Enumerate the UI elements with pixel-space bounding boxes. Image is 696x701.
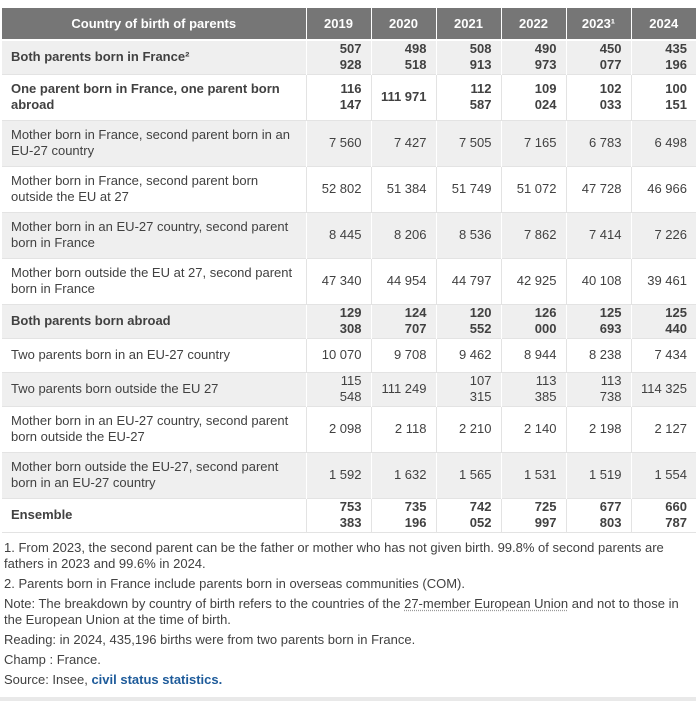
table-row <box>2 372 696 406</box>
row-label: Mother born in France, second parent born outside the EU at 27 <box>2 166 306 212</box>
eu27-definition-link[interactable]: 27-member European Union <box>404 595 569 611</box>
row-value: 51 749 <box>436 166 501 212</box>
row-value: 1 531 <box>501 452 566 498</box>
row-value: 1 565 <box>436 452 501 498</box>
row-value: 47 340 <box>306 258 371 304</box>
source-text: Source: Insee, <box>4 671 92 687</box>
header-year: 2024 <box>631 8 696 40</box>
row-value: 1 632 <box>371 452 436 498</box>
row-value: 100 151 <box>631 74 696 120</box>
row-value: 7 165 <box>501 120 566 166</box>
row-value: 52 802 <box>306 166 371 212</box>
table-header-row <box>2 8 696 40</box>
row-value: 42 925 <box>501 258 566 304</box>
row-value: 7 414 <box>566 212 631 258</box>
row-label: Mother born outside the EU at 27, second parent born in France <box>2 258 306 304</box>
row-label: Mother born in France, second parent born in an EU-27 country <box>2 120 306 166</box>
footnote-1: 1. From 2023, the second parent can be the father or mother who has not given birth. 99.8% of second parents are fathers in 2023 and 99.6% in 2024. <box>4 539 664 571</box>
note-text: Note: The breakdown by country of birth refers to the countries of the <box>4 595 405 611</box>
row-value: 7 862 <box>501 212 566 258</box>
row-value: 120 552 <box>436 304 501 338</box>
row-value: 742 052 <box>436 498 501 532</box>
row-value: 7 505 <box>436 120 501 166</box>
row-label: Mother born outside the EU-27, second parent born in an EU-27 country <box>2 452 306 498</box>
row-value: 107 315 <box>436 372 501 406</box>
row-value: 44 954 <box>371 258 436 304</box>
row-value: 8 944 <box>501 338 566 372</box>
row-value: 2 127 <box>631 406 696 452</box>
row-value: 735 196 <box>371 498 436 532</box>
row-value: 7 427 <box>371 120 436 166</box>
reading-note: Reading: in 2024, 435,196 births were from two parents born in France. <box>4 631 416 647</box>
champ-note: Champ : France. <box>4 651 101 667</box>
row-value: 6 498 <box>631 120 696 166</box>
row-value: 111 249 <box>371 372 436 406</box>
row-value: 753 383 <box>306 498 371 532</box>
table-notes <box>2 533 696 688</box>
row-value: 8 238 <box>566 338 631 372</box>
row-value: 435 196 <box>631 40 696 74</box>
header-year: 2021 <box>436 8 501 40</box>
footnote-2: 2. Parents born in France include parents born in overseas communities (COM). <box>4 575 465 591</box>
header-year: 2019 <box>306 8 371 40</box>
row-value: 10 070 <box>306 338 371 372</box>
parents-country-of-birth-table <box>2 8 696 533</box>
table-row <box>2 74 696 120</box>
row-value: 51 384 <box>371 166 436 212</box>
table-row <box>2 338 696 372</box>
row-value: 507 928 <box>306 40 371 74</box>
row-value: 129 308 <box>306 304 371 338</box>
table-row <box>2 498 696 532</box>
row-value: 8 536 <box>436 212 501 258</box>
row-value: 111 971 <box>371 74 436 120</box>
row-value: 125 693 <box>566 304 631 338</box>
row-value: 677 803 <box>566 498 631 532</box>
row-label: Two parents born in an EU-27 country <box>2 338 306 372</box>
bottom-strip <box>0 697 696 701</box>
table-row <box>2 120 696 166</box>
row-value: 112 587 <box>436 74 501 120</box>
row-label: Two parents born outside the EU 27 <box>2 372 306 406</box>
row-value: 2 210 <box>436 406 501 452</box>
source-link[interactable]: civil status statistics. <box>91 671 223 687</box>
row-value: 8 445 <box>306 212 371 258</box>
row-value: 2 118 <box>371 406 436 452</box>
row-value: 126 000 <box>501 304 566 338</box>
row-value: 47 728 <box>566 166 631 212</box>
row-value: 7 560 <box>306 120 371 166</box>
row-value: 7 434 <box>631 338 696 372</box>
row-value: 39 461 <box>631 258 696 304</box>
row-value: 450 077 <box>566 40 631 74</box>
row-value: 1 519 <box>566 452 631 498</box>
row-value: 2 198 <box>566 406 631 452</box>
row-value: 124 707 <box>371 304 436 338</box>
row-value: 1 554 <box>631 452 696 498</box>
row-value: 498 518 <box>371 40 436 74</box>
row-value: 116 147 <box>306 74 371 120</box>
header-year: 2023¹ <box>566 8 631 40</box>
header-label: Country of birth of parents <box>2 8 306 40</box>
row-value: 113 738 <box>566 372 631 406</box>
row-label: Ensemble <box>2 498 306 532</box>
row-value: 44 797 <box>436 258 501 304</box>
row-value: 46 966 <box>631 166 696 212</box>
table-row <box>2 40 696 74</box>
table-row <box>2 304 696 338</box>
row-label: Both parents born in France² <box>2 40 306 74</box>
row-value: 40 108 <box>566 258 631 304</box>
row-value: 113 385 <box>501 372 566 406</box>
note-general <box>4 596 692 628</box>
row-label: Mother born in an EU-27 country, second parent born in France <box>2 212 306 258</box>
row-value: 2 140 <box>501 406 566 452</box>
row-value: 725 997 <box>501 498 566 532</box>
table-row <box>2 212 696 258</box>
row-value: 6 783 <box>566 120 631 166</box>
row-value: 2 098 <box>306 406 371 452</box>
header-year: 2020 <box>371 8 436 40</box>
table-row <box>2 166 696 212</box>
row-value: 114 325 <box>631 372 696 406</box>
row-value: 115 548 <box>306 372 371 406</box>
table-row <box>2 452 696 498</box>
table-row <box>2 406 696 452</box>
row-value: 51 072 <box>501 166 566 212</box>
row-label: Mother born in an EU-27 country, second parent born outside the EU-27 <box>2 406 306 452</box>
row-value: 1 592 <box>306 452 371 498</box>
row-value: 508 913 <box>436 40 501 74</box>
row-value: 8 206 <box>371 212 436 258</box>
table-row <box>2 258 696 304</box>
row-value: 9 462 <box>436 338 501 372</box>
row-value: 7 226 <box>631 212 696 258</box>
row-label: One parent born in France, one parent born abroad <box>2 74 306 120</box>
row-value: 125 440 <box>631 304 696 338</box>
row-value: 490 973 <box>501 40 566 74</box>
note-text: and not to those in the European Union at the time of birth. <box>4 595 679 627</box>
row-label: Both parents born abroad <box>2 304 306 338</box>
row-value: 102 033 <box>566 74 631 120</box>
header-year: 2022 <box>501 8 566 40</box>
row-value: 9 708 <box>371 338 436 372</box>
source-note <box>4 672 692 688</box>
row-value: 109 024 <box>501 74 566 120</box>
row-value: 660 787 <box>631 498 696 532</box>
